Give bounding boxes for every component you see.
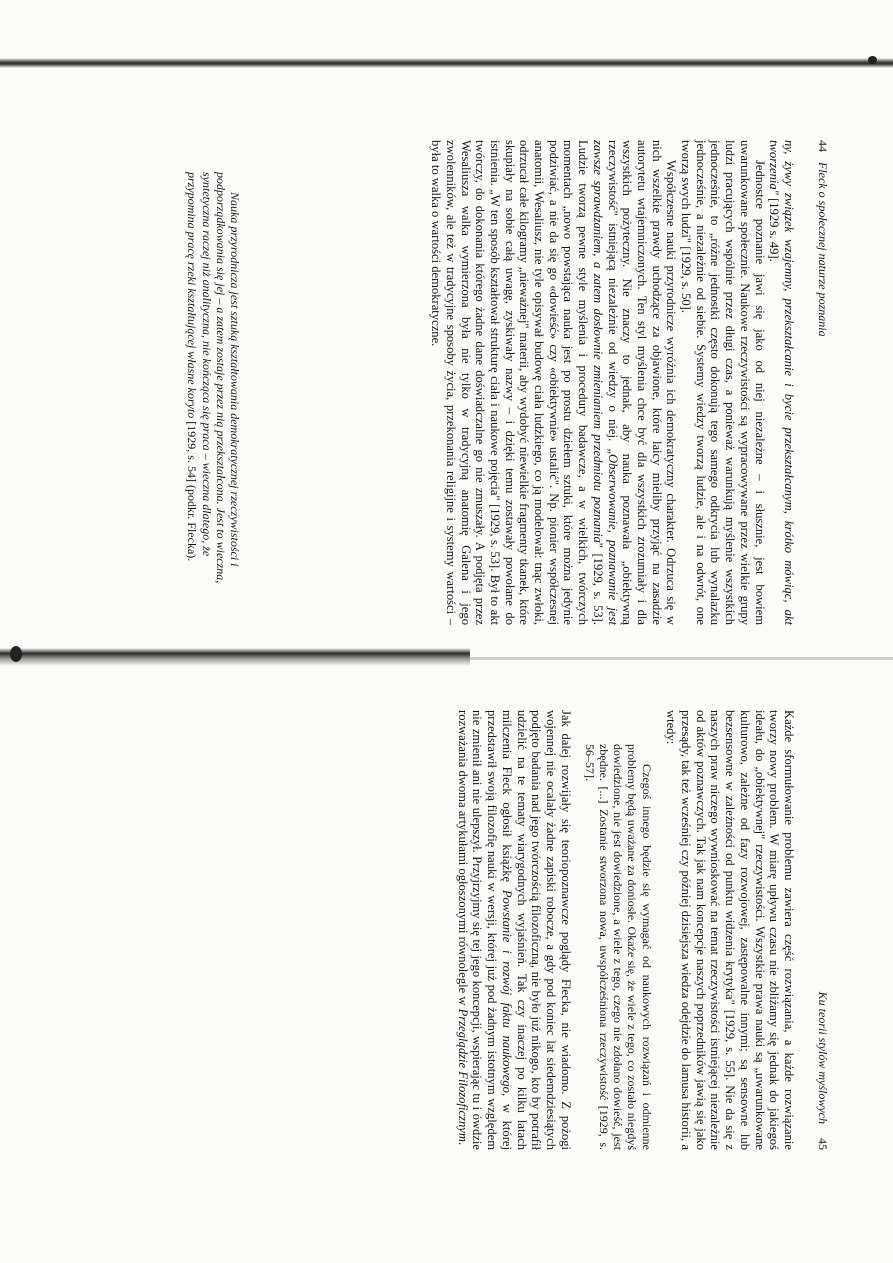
scan-speck xyxy=(10,646,22,662)
text-run: . xyxy=(455,1141,470,1146)
journal-title: Przeglądzie Filozoficznym xyxy=(455,1008,470,1142)
running-title: Ku teorii stylów myślowych xyxy=(816,991,830,1124)
scan-shadow-gutter-faint xyxy=(470,657,893,660)
paragraph: Każde sformułowanie problemu zawiera część rozwiązania, a każde rozwiązanie tworzy nowy problem. W miarę upływu czasu nie zbliżamy się jednak do jakiegoś ideału, do „obiektywnej" rzeczywistości. Wszystkie prawa nauki są „uwarunkowane kulturowo, zależne od fazy rozwojowej, zastępowalne innymi; są sensowne lub bezsensowne w zależności od punktu widzenia krytyka" [1929, s. 55]. Nie da się z naszych praw niczego wywnioskować na temat rzeczywistości istniejącej niezależnie od aktów poznawczych. Tak jak nam koncepcje naszych poprzedników jawią się jako przesądy, tak też wcześniej czy później dzisiejsza wiedza odejdzie do lamusa historii, a wtedy: xyxy=(664,710,796,1150)
page-number: 45 xyxy=(816,1138,830,1150)
page-body xyxy=(428,140,796,625)
page-body xyxy=(455,710,796,1150)
book-title: Powstanie i rozwój faktu naukowego xyxy=(499,889,514,1093)
page-44 xyxy=(100,140,830,625)
page-45 xyxy=(270,710,830,1150)
scan-shadow-gutter xyxy=(0,648,470,666)
text-run: , w której przedstawił swoją filozofię nauki w wersji, której już pod żadnym istotnym względem nie zmienił ani nie ulepszył. Przyjrzyjmy się tej jego koncepcji, wspierając tu i ówdzie rozważania dwoma artykułami ogłoszonymi równolegle w xyxy=(455,710,514,1151)
paragraph xyxy=(428,140,678,625)
text-run: Współczesne nauki przyrodnicze wyróżnia ich demokratyczny charakter. Odrzuca się w nich wszelkie prawdy uchodzące za objawione, które laicy mieliby przyjąć na zasadzie autorytetu wtajemniczonych. Ten styl myślenia chce być dla wszystkich zrozumiały i dla wszystkich pożyteczny. Nie znaczy to jednak, aby nauka poznawała „obiektywną rzeczywistość" istniejącą niezależnie od wiedzy o niej. „ xyxy=(605,140,679,625)
paragraph xyxy=(455,710,573,1150)
page-number: 44 xyxy=(816,140,830,152)
quote-text: ny, żywy związek wzajemny, przekształcanie i bycie przekształcanym, krótko mówiąc, akt tworzenia" xyxy=(767,140,796,625)
scan-shadow-top xyxy=(0,58,893,68)
paragraph xyxy=(767,140,796,625)
block-quote xyxy=(185,172,242,601)
block-quote-area xyxy=(185,140,242,625)
running-header xyxy=(812,710,830,1150)
scan-speck xyxy=(868,56,877,64)
text-run: Jak dalej rozwijały się teoriopoznawcze poglądy Flecka, nie wiadomo. Z pożogi wojennej nie ocalały żadne zapiski robocze, a gdy pod koniec lat siedemdziesiątych podjęto badania nad jego twórczością filozoficzną, nie było już nikogo, kto by potrafił udzielić na te tematy wiarygodnych wyjaśnień. Tak czy inaczej po kilku latach milczenia Fleck ogłosił książkę xyxy=(499,710,573,1150)
quote-text: Nauka przyrodnicza jest sztuką kształtowania demokratycznej rzeczywistości i podporządkowania się jej – a zatem zostaje przez nią przekształcona. Jest to wieczna, syntetyczna raczej niż analityczna, nie kończąca się praca – wieczna dlatego, że przypomina pracę rzeki kształtującej własne koryto xyxy=(185,172,242,584)
paragraph: Jednostce poznanie jawi się jako od niej niezależne – i słusznie, jest bowiem uwarunkowane społecznie. Naukowe rzeczywistości są wypracowywane przez wielkie grupy ludzi pracujących wspólnie przez długi czas, a ponieważ warunkują myślenie wszystkich jednocześnie, to „różne jednostki często dokonują tego samego odkrycia lub wynalazku jednocześnie, a niezależnie od siebie. Systemy wiedzy tworzą ludzie, ale i na odwrót, one tworzą swych ludzi" [1929, s. 50]. xyxy=(679,140,767,625)
text-run: " [1929, s. 53]. Ludzie tworzą pewne style myślenia i procedury badawcze, a w wielkich, twórczych momentach „nowo powstająca nauka jest po prostu dziełem sztuki, które można jedynie podziwiać, a nie da się go «dowieść» czy «obiektywnie» ustalić". Np. pionier współczesnej anatomii, Wesaliusz, nie tyle opisywał budowę ciała ludzkiego, co ją modelował: tnąc zwłoki, odrzucał całe kilogramy „nieważnej" materii, aby wydobyć niewielkie fragmenty tkanek, które skupiały na sobie całą uwagę, zyskiwały nazwy – i dzięki temu zostawały powołane do istnienia. „W ten sposób kształtował strukturę ciała i naukowe pojęcia" [1929, s. 53]. Był to akt twórczy, do dokonania którego żadne dane doświadczalne go nie zmuszały. A podjęta przez Wesaliusza walka wymierzona była nie tylko w tradycyjną anatomię Galena i jego zwolenników, ale też w tradycyjne sposoby życia, przekonania religijne i systemy wartości – była to walka o wartości demokratyczne. xyxy=(429,140,605,625)
block-quote: Czegoś innego będzie się wymagać od naukowych rozwiązań i odmienne problemy będą uważane za doniosłe. Okaże się, że wiele z tego, co zostało niegdyś dowiedzione, nie jest dowiedzione, a wiele z tego, czego nie zdołano dowieść, jest zbędne. [...] Zostanie stworzona nowa, uwspółcześniona rzeczywistość [1929, s. 56–57]. xyxy=(582,744,654,1150)
running-header xyxy=(812,140,830,625)
citation: [1929 s. 49]. xyxy=(767,194,782,262)
emphasis: Obserwowanie, poznawanie jest zawsze sprawdzaniem, a zatem dosłownie zmienianiem przedmiotu poznania xyxy=(590,140,620,626)
citation: [1929, s. 54] (podkr. Flecka). xyxy=(185,418,200,562)
running-title: Fleck o społecznej naturze poznania xyxy=(816,162,830,337)
